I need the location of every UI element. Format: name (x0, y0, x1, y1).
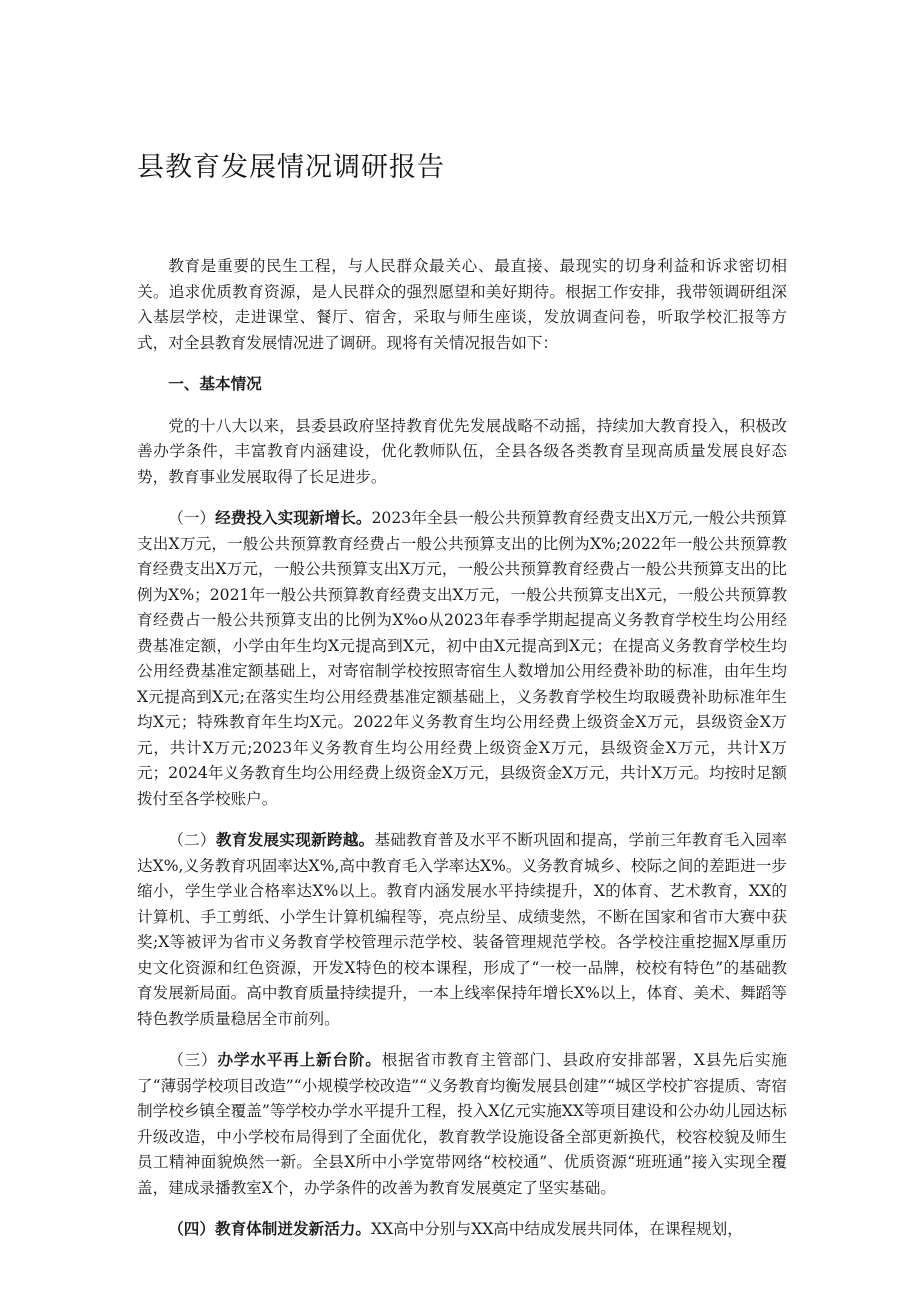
item-text: 2023年全县一般公共预算教育经费支出X万元,一般公共预算支出X万元，一般公共预算教育经费占一般公共预算支出的比例为X%;2022年一般公共预算教育经费支出X万元，一般公共预算支出X万元，一般公共预算教育经费占一般公共预算支出的比例为X%；2021年一般公共预算教育经费支出X万元，一般公共预算支出X元，一般公共预算教育经费占一般公共预算支出的比例为X%o从2023年春季学期起提高义务教育学校生均公用经费基准定额，小学由年生均X元提高到X元，初中由X元提高到X元；在提高义务教育学校生均公用经费基准定额基础上，对寄宿制学校按照寄宿生人数增加公用经费补助的标准，由年生均X元提高到X元;在落实生均公用经费基准定额基础上，义务教育学校生均取暖费补助标准年生均X元；特殊教育年生均X元。2022年义务教育生均公用经费上级资金X万元，县级资金X万元，共计X万元;2023年义务教育生均公用经费上级资金X万元，县级资金X万元，共计X万元；2024年义务教育生均公用经费上级资金X万元，县级资金X万元，共计X万元。均按时足额拨付至各学校账户。 (137, 509, 787, 808)
item-lead: 教育发展实现新跨越。 (215, 831, 375, 849)
item-lead: 教育体制迸发新活力。 (214, 1220, 371, 1238)
item-text: 根据省市教育主管部门、县政府安排部署，X县先后实施了“薄弱学校项目改造”“小规模学校改造”“义务教育均衡发展县创建”“城区学校扩容提质、寄宿制学校乡镇全覆盖”等学校办学水平提升工程，投入X亿元实施XX等项目建设和公办幼儿园达标升级改造，中小学校布局得到了全面优化，教育教学设施设备全部更新换代，校容校貌及师生员工精神面貌焕然一新。全县X所中小学宽带网络“校校通”、优质资源“班班通”接入实现全覆盖，建成录播教室X个，办学条件的改善为教育发展奠定了坚实基础。 (137, 1051, 787, 1197)
item-lead: 办学水平再上新台阶。 (217, 1051, 382, 1069)
item-prefix: （三） (168, 1051, 218, 1069)
item-prefix: （一） (168, 509, 216, 527)
section-heading-basic-situation: 一、基本情况 (168, 375, 262, 393)
intro-paragraph: 教育是重要的民生工程，与人民群众最关心、最直接、最现实的切身利益和诉求密切相关。追求优质教育资源，是人民群众的强烈愿望和美好期待。根据工作安排，我带领调研组深入基层学校，走进课堂、餐厅、宿舍，采取与师生座谈，发放调查问卷，听取学校汇报等方式，对全县教育发展情况进了调研。现将有关情况报告如下： (137, 257, 787, 352)
item-paragraph-system-reform (137, 1217, 787, 1243)
item-prefix: （四） (168, 1220, 215, 1238)
overview-paragraph: 党的十八大以来，县委县政府坚持教育优先发展战略不动摇，持续加大教育投入，积极改善办学条件，丰富教育内涵建设，优化教师队伍，全县各级各类教育呈现高质量发展良好态势，教育事业发展取得了长足进步。 (137, 416, 787, 486)
item-prefix: （二） (168, 831, 216, 849)
item-text: XX高中分别与XX高中结成发展共同体，在课程规划， (370, 1220, 743, 1238)
item-paragraph-school-level (137, 1048, 787, 1201)
item-text: 基础教育普及水平不断巩固和提高，学前三年教育毛入园率达X%,义务教育巩固率达X%,高中教育毛入学率达X%。义务教育城乡、校际之间的差距进一步缩小，学生学业合格率达X%以上。教育内涵发展水平持续提升，X的体育、艺术教育，XX的计算机、手工剪纸、小学生计算机编程等，亮点纷呈、成绩斐然，不断在国家和省市大赛中获奖;X等被评为省市义务教育学校管理示范学校、装备管理规范学校。各学校注重挖掘X厚重历史文化资源和红色资源，开发X特色的校本课程，形成了“一校一品牌，校校有特色”的基础教育发展新局面。高中教育质量持续提升，一本上线率保持年增长X%以上，体育、美术、舞蹈等特色教学质量稳居全市前列。 (137, 831, 787, 1028)
item-paragraph-development (137, 828, 787, 1032)
document-body (137, 254, 787, 1259)
item-paragraph-funding (137, 506, 787, 812)
document-title: 县教育发展情况调研报告 (137, 152, 445, 183)
item-lead: 经费投入实现新增长。 (215, 509, 372, 527)
